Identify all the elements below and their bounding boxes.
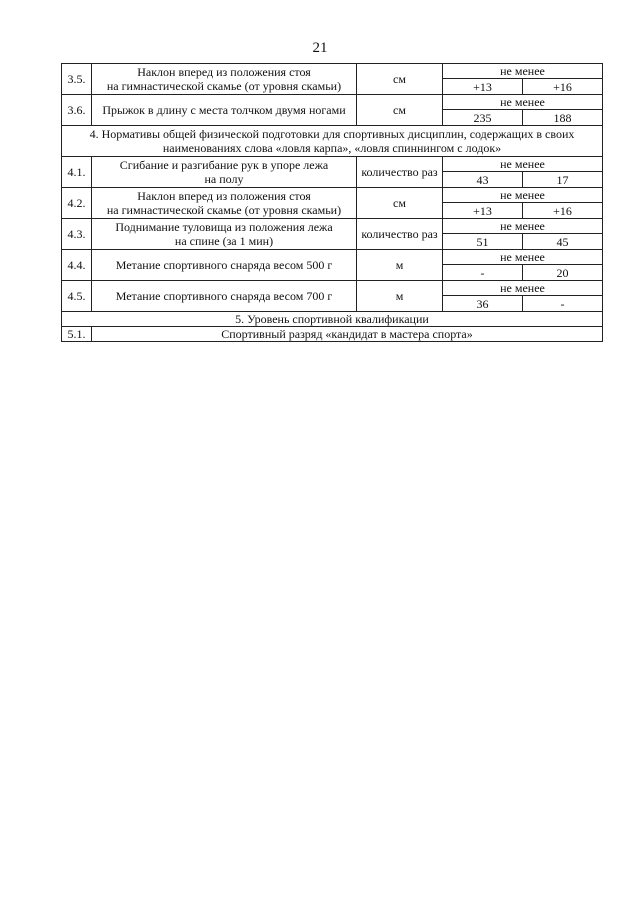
row-number: 3.5. [62, 64, 92, 95]
value-a: - [443, 265, 523, 281]
table-row [62, 219, 603, 234]
value-b: - [523, 296, 603, 312]
exercise-name: Поднимание туловища из положения лежа на спине (за 1 мин) [92, 219, 357, 250]
value-b: 20 [523, 265, 603, 281]
table-row [62, 250, 603, 265]
value-a: 36 [443, 296, 523, 312]
qualifier: не менее [443, 250, 603, 265]
table-row [62, 281, 603, 296]
exercise-name: Наклон вперед из положения стоя на гимнастической скамье (от уровня скамьи) [92, 64, 357, 95]
unit: количество раз [357, 219, 443, 250]
section-5-title: 5. Уровень спортивной квалификации [62, 312, 603, 327]
page-number: 21 [312, 40, 328, 56]
unit: см [357, 64, 443, 95]
value-a: +13 [443, 203, 523, 219]
unit: м [357, 250, 443, 281]
row-number: 5.1. [62, 327, 92, 342]
value-a: 235 [443, 110, 523, 126]
value-a: 43 [443, 172, 523, 188]
norms-table [61, 63, 603, 342]
value-b: +16 [523, 79, 603, 95]
unit: см [357, 188, 443, 219]
exercise-name: Наклон вперед из положения стоя на гимнастической скамье (от уровня скамьи) [92, 188, 357, 219]
row-number: 4.5. [62, 281, 92, 312]
value-a: +13 [443, 79, 523, 95]
section-4-title: 4. Нормативы общей физической подготовки для спортивных дисциплин, содержащих в своих наименованиях слова «ловля карпа», «ловля спиннингом с лодок» [62, 126, 603, 157]
qualifier: не менее [443, 64, 603, 79]
section-header [62, 312, 603, 327]
exercise-name: Метание спортивного снаряда весом 500 г [92, 250, 357, 281]
row-number: 4.3. [62, 219, 92, 250]
section-header [62, 126, 603, 157]
qualifier: не менее [443, 95, 603, 110]
table-row [62, 95, 603, 110]
exercise-name: Метание спортивного снаряда весом 700 г [92, 281, 357, 312]
qualifier: не менее [443, 219, 603, 234]
exercise-name: Прыжок в длину с места толчком двумя ногами [92, 95, 357, 126]
unit: количество раз [357, 157, 443, 188]
unit: см [357, 95, 443, 126]
value-b: 188 [523, 110, 603, 126]
table-row [62, 157, 603, 172]
exercise-name: Сгибание и разгибание рук в упоре лежа на полу [92, 157, 357, 188]
qualifier: не менее [443, 188, 603, 203]
value-a: 51 [443, 234, 523, 250]
row-number: 4.2. [62, 188, 92, 219]
table-row [62, 64, 603, 79]
unit: м [357, 281, 443, 312]
value-b: 45 [523, 234, 603, 250]
row-number: 4.4. [62, 250, 92, 281]
table-row [62, 188, 603, 203]
qualification-text: Спортивный разряд «кандидат в мастера спорта» [92, 327, 603, 342]
row-number: 4.1. [62, 157, 92, 188]
value-b: 17 [523, 172, 603, 188]
value-b: +16 [523, 203, 603, 219]
row-number: 3.6. [62, 95, 92, 126]
qualifier: не менее [443, 281, 603, 296]
qualifier: не менее [443, 157, 603, 172]
table-row [62, 327, 603, 342]
